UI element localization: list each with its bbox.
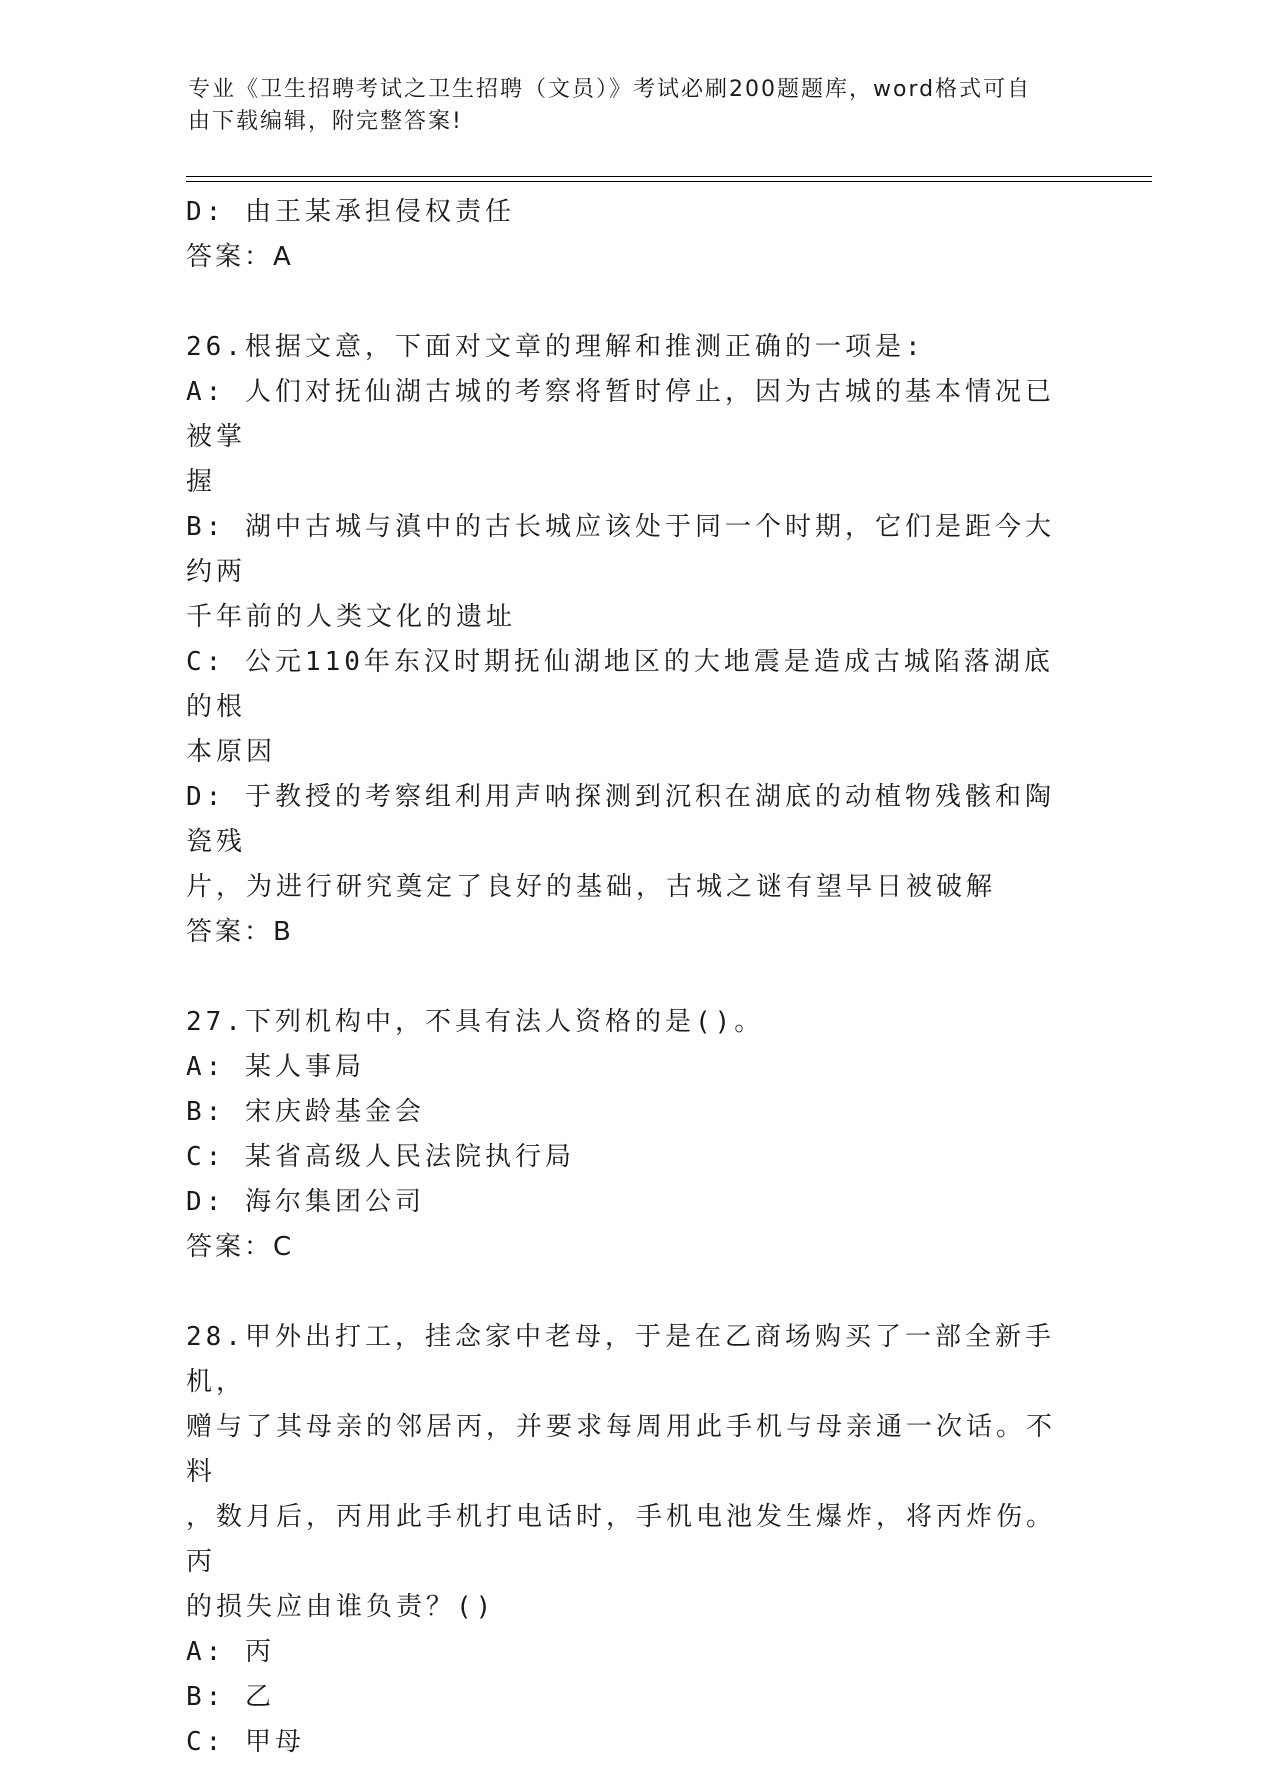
option-d-continued: 片，为进行研究奠定了良好的基础，古城之谜有望早日被破解 <box>186 872 997 902</box>
header-line-1: 专业《卫生招聘考试之卫生招聘（文员）》考试必刷200题题库，word格式可自 <box>188 77 1032 102</box>
option-a: A: 丙 <box>186 1637 275 1667</box>
option-d: D: 由王某承担侵权责任 <box>186 197 515 227</box>
option-a: A: 某人事局 <box>186 1052 365 1082</box>
option-c: C: 甲母 <box>186 1727 305 1757</box>
option-c: C: 某省高级人民法院执行局 <box>186 1142 575 1172</box>
option-b: B: 宋庆龄基金会 <box>186 1097 425 1127</box>
answer-line: 答案：A <box>186 242 294 272</box>
option-b: B: 湖中古城与滇中的古长城应该处于同一个时期，它们是距今大约两 <box>186 512 1055 587</box>
answer-line: 答案：C <box>186 1232 295 1262</box>
question-28 <box>186 1315 1076 1765</box>
option-a-continued: 握 <box>186 467 217 497</box>
question-stem: 26.根据文意，下面对文章的理解和推测正确的一项是: <box>186 332 925 362</box>
option-a: A: 人们对抚仙湖古城的考察将暂时停止，因为古城的基本情况已被掌 <box>186 377 1055 452</box>
option-b-continued: 千年前的人类文化的遗址 <box>186 602 517 632</box>
question-content <box>186 190 1076 1765</box>
answer-line: 答案：B <box>186 917 294 947</box>
option-c: C: 公元110年东汉时期抚仙湖地区的大地震是造成古城陷落湖底的根 <box>186 647 1054 722</box>
question-stem-continued: ，数月后，丙用此手机打电话时，手机电池发生爆炸，将丙炸伤。丙 <box>186 1502 1057 1577</box>
document-header <box>188 74 1068 138</box>
option-d: D: 于教授的考察组利用声呐探测到沉积在湖底的动植物残骸和陶瓷残 <box>186 782 1055 857</box>
spacer <box>186 955 1076 1000</box>
option-d: D: 海尔集团公司 <box>186 1187 425 1217</box>
header-line-2: 由下载编辑，附完整答案! <box>188 109 463 134</box>
question-27 <box>186 1000 1076 1270</box>
header-divider-top <box>186 176 1152 177</box>
option-b: B: 乙 <box>186 1682 275 1712</box>
question-stem: 27.下列机构中，不具有法人资格的是()。 <box>186 1007 765 1037</box>
question-stem-continued: 赠与了其母亲的邻居丙，并要求每周用此手机与母亲通一次话。不料 <box>186 1412 1057 1487</box>
option-c-continued: 本原因 <box>186 737 277 767</box>
header-divider-bottom <box>186 181 1152 182</box>
question-25-tail <box>186 190 1076 280</box>
question-stem: 28.甲外出打工，挂念家中老母，于是在乙商场购买了一部全新手机， <box>186 1322 1055 1397</box>
spacer <box>186 280 1076 325</box>
question-stem-continued: 的损失应由谁负责？() <box>186 1592 496 1622</box>
spacer <box>186 1270 1076 1315</box>
question-26 <box>186 325 1076 955</box>
